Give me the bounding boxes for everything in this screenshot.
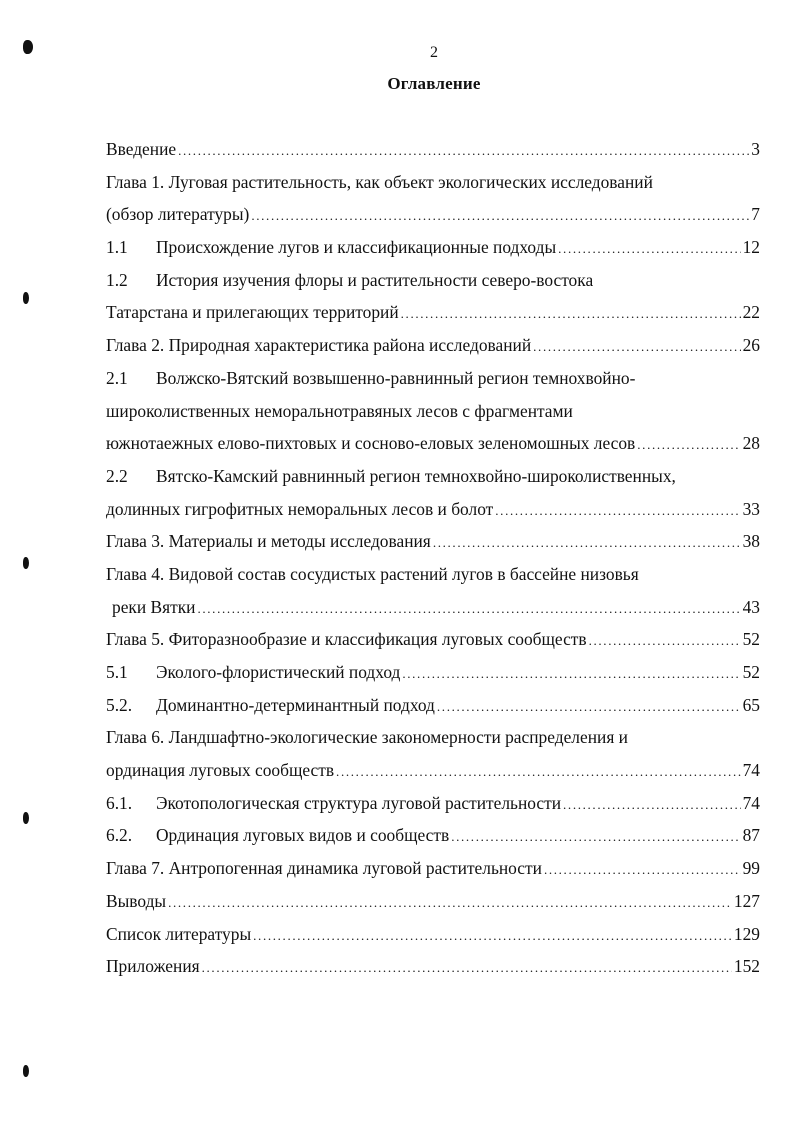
dot-leader xyxy=(431,529,741,555)
dot-leader xyxy=(334,758,741,784)
dot-leader xyxy=(176,137,749,163)
toc-entry-section-1-2-cont[interactable] xyxy=(106,300,760,333)
toc-page-number: 22 xyxy=(742,302,760,323)
toc-entry-title: История изучения флоры и растительности северо-востока xyxy=(156,269,594,290)
toc-page-number: 26 xyxy=(742,335,760,356)
toc-entry-introduction[interactable] xyxy=(106,137,760,170)
toc-entry-chapter-5[interactable] xyxy=(106,627,760,660)
toc-page-number: 127 xyxy=(733,890,760,911)
toc-entry-conclusions[interactable] xyxy=(106,889,760,922)
toc-entry-title: (обзор литературы) xyxy=(106,204,250,225)
dot-leader xyxy=(399,300,741,326)
toc-entry-title: Приложения xyxy=(106,956,200,977)
section-number: 6.2. xyxy=(106,825,133,846)
toc-entry-section-5-2[interactable] xyxy=(106,693,760,726)
dot-leader xyxy=(635,431,740,457)
toc-entry-chapter-6[interactable] xyxy=(106,725,760,758)
toc-entry-chapter-2[interactable] xyxy=(106,333,760,366)
section-number: 5.1 xyxy=(106,662,128,682)
section-number: 1.2 xyxy=(106,269,128,290)
toc-entry-title: Выводы xyxy=(106,890,167,911)
toc-entry-title: Экотопологическая структура луговой растительности xyxy=(156,792,562,813)
toc-page-number: 74 xyxy=(742,760,760,781)
toc-page-number: 3 xyxy=(751,139,760,159)
toc-entry-title: Доминантно-детерминантный подход xyxy=(156,694,435,715)
toc-entry-title: Введение xyxy=(106,139,177,159)
toc-page-number: 152 xyxy=(733,956,760,977)
toc-entry-chapter-7[interactable] xyxy=(106,856,760,889)
toc-entry-section-2-1-cont[interactable] xyxy=(106,399,760,432)
toc-entry-title: Эколого-флористический подход xyxy=(156,662,401,682)
toc-page-number: 74 xyxy=(742,792,760,813)
toc-entry-title: Глава 2. Природная характеристика района исследований xyxy=(106,335,532,356)
toc-entry-title: Татарстана и прилегающих территорий xyxy=(106,302,399,323)
toc-entry-section-1-2[interactable] xyxy=(106,268,760,301)
toc-entry-title: Волжско-Вятский возвышенно-равнинный регион темнохвойно- xyxy=(156,367,636,388)
toc-page-number: 52 xyxy=(742,629,760,650)
dot-leader xyxy=(200,954,732,980)
toc-entry-chapter-4[interactable] xyxy=(106,562,760,595)
section-number: 1.1 xyxy=(106,237,128,258)
toc-page-number: 65 xyxy=(742,694,760,715)
toc-entry-title: реки Вятки xyxy=(112,596,196,617)
toc-page-number: 28 xyxy=(742,433,760,454)
toc-entry-title: Ординация луговых видов и сообществ xyxy=(156,825,450,846)
toc-entry-appendices[interactable] xyxy=(106,954,760,987)
toc-entry-chapter-4-cont[interactable] xyxy=(106,595,760,628)
toc-entry-section-5-1[interactable] xyxy=(106,660,760,693)
toc-entry-title: Вятско-Камский равнинный регион темнохвойно-широколиственных, xyxy=(156,465,676,486)
dot-leader xyxy=(400,660,740,686)
toc-entry-chapter-1-cont[interactable] xyxy=(106,202,760,235)
toc-entry-title: широколиственных неморальнотравяных лесов с фрагментами xyxy=(106,400,573,421)
dot-leader xyxy=(531,333,740,359)
toc-page-number: 52 xyxy=(742,662,760,682)
toc-page-number: 33 xyxy=(742,498,760,519)
toc-entry-title: Глава 7. Антропогенная динамика луговой растительности xyxy=(106,858,542,879)
toc-entry-title: долинных гигрофитных неморальных лесов и болот xyxy=(106,498,494,519)
section-number: 2.1 xyxy=(106,367,128,388)
dot-leader xyxy=(195,595,740,621)
toc-entry-title: Глава 4. Видовой состав сосудистых растений лугов в бассейне низовья xyxy=(106,563,639,584)
toc-page-number: 7 xyxy=(751,204,760,225)
dot-leader xyxy=(449,823,740,849)
page-number: 2 xyxy=(430,44,438,61)
toc-entry-title: Глава 5. Фиторазнообразие и классификация луговых сообществ xyxy=(106,629,587,650)
dot-leader xyxy=(435,693,741,719)
dot-leader xyxy=(493,497,740,523)
page-title: Оглавление xyxy=(387,74,481,93)
toc-page-number: 99 xyxy=(742,858,760,879)
toc-entry-section-2-2-cont[interactable] xyxy=(106,497,760,530)
section-number: 2.2 xyxy=(106,465,128,486)
table-of-contents xyxy=(106,137,760,987)
toc-entry-section-1-1[interactable] xyxy=(106,235,760,268)
dot-leader xyxy=(542,856,741,882)
toc-entry-title: Глава 6. Ландшафтно-экологические закономерности распределения и xyxy=(106,727,628,748)
toc-entry-title: Глава 1. Луговая растительность, как объект экологических исследований xyxy=(106,171,653,192)
section-number: 5.2. xyxy=(106,694,133,715)
dot-leader xyxy=(556,235,740,261)
toc-entry-chapter-3[interactable] xyxy=(106,529,760,562)
toc-entry-section-6-2[interactable] xyxy=(106,823,760,856)
binder-hole-mark xyxy=(23,557,29,569)
dot-leader xyxy=(251,922,732,948)
toc-page-number: 12 xyxy=(742,237,760,258)
toc-entry-title: Происхождение лугов и классификационные подходы xyxy=(156,237,557,258)
toc-entry-title: Список литературы xyxy=(106,923,252,944)
toc-entry-title: Глава 3. Материалы и методы исследования xyxy=(106,531,431,552)
toc-entry-section-6-1[interactable] xyxy=(106,791,760,824)
toc-entry-references[interactable] xyxy=(106,922,760,955)
binder-hole-mark xyxy=(23,1065,29,1077)
toc-page-number: 43 xyxy=(742,596,760,617)
dot-leader xyxy=(249,202,749,228)
dot-leader xyxy=(166,889,732,915)
toc-entry-title: южнотаежных елово-пихтовых и сосново-еловых зеленомошных лесов xyxy=(106,433,636,454)
toc-entry-chapter-1[interactable] xyxy=(106,170,760,203)
toc-page-number: 129 xyxy=(733,923,760,944)
toc-page-number: 38 xyxy=(742,531,760,552)
toc-page-number: 87 xyxy=(742,825,760,846)
dot-leader xyxy=(587,627,741,653)
toc-entry-section-2-2[interactable] xyxy=(106,464,760,497)
toc-entry-title: ординация луговых сообществ xyxy=(106,760,335,781)
binder-hole-mark xyxy=(23,812,29,824)
toc-entry-section-2-1-cont[interactable] xyxy=(106,431,760,464)
dot-leader xyxy=(561,791,741,817)
toc-entry-chapter-6-cont[interactable] xyxy=(106,758,760,791)
binder-hole-mark xyxy=(23,292,29,304)
section-number: 6.1. xyxy=(106,792,133,813)
toc-entry-section-2-1[interactable] xyxy=(106,366,760,399)
